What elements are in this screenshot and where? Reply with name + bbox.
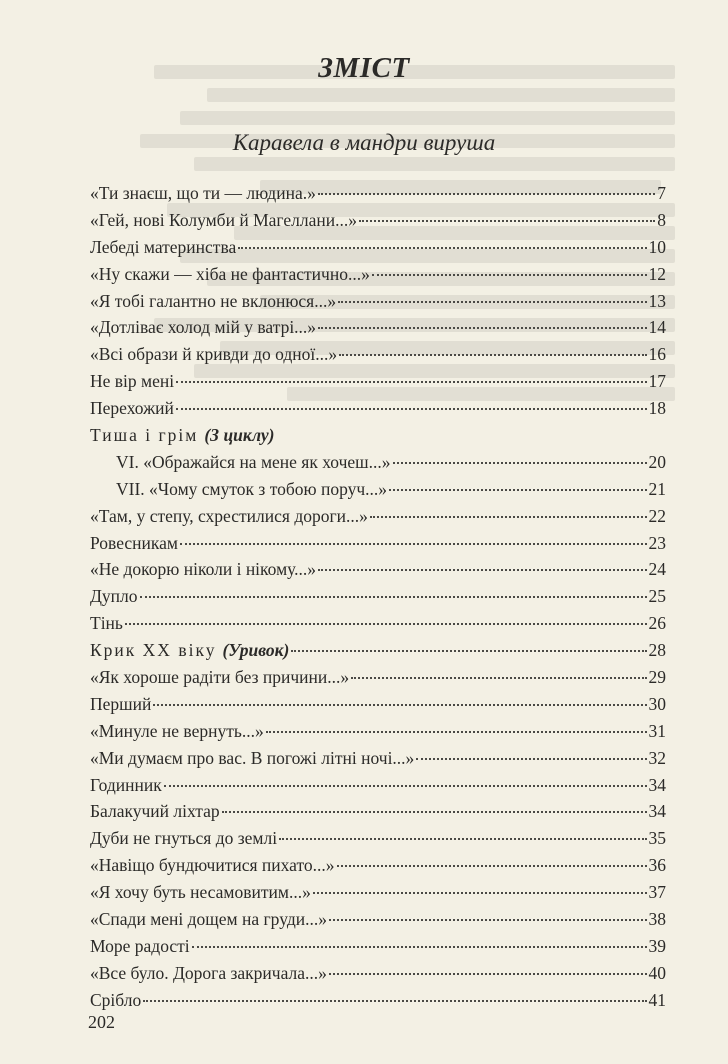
toc-entry-title-text: «Я тобі галантно не вклонюся...» bbox=[90, 290, 337, 311]
toc-entry bbox=[90, 368, 666, 395]
toc-entry-page: 25 bbox=[648, 586, 666, 607]
dot-leader bbox=[351, 677, 646, 679]
toc-entry-page: 16 bbox=[648, 344, 666, 365]
toc-entry-title-text: «Всі образи й кривди до одної...» bbox=[90, 344, 338, 365]
toc-entry-title-text: «Там, у степу, схрестилися дороги...» bbox=[90, 505, 368, 526]
toc-entry-title-text: VI. «Ображайся на мене як хочеш...» bbox=[116, 451, 391, 472]
toc-entry-title-text: Лебеді материнства bbox=[90, 236, 237, 257]
toc-entry-title bbox=[90, 530, 178, 557]
toc-entry-title bbox=[90, 556, 316, 583]
toc-entry bbox=[90, 314, 666, 341]
toc-entry bbox=[90, 476, 666, 503]
toc-entry-title bbox=[90, 288, 336, 315]
toc-entry-title-text: «Ми думаєм про вас. В погожі літні ночі...» bbox=[90, 747, 415, 768]
toc-entry-title-text: Срібло bbox=[90, 989, 142, 1010]
toc-entry-title-text: «Ти знаєш, що ти — людина.» bbox=[90, 183, 316, 203]
toc-entry-title bbox=[90, 798, 220, 825]
toc-entry-page: 18 bbox=[648, 398, 666, 419]
toc-entry-title bbox=[90, 341, 337, 368]
toc-entry-title bbox=[90, 691, 151, 718]
dot-leader bbox=[318, 569, 646, 571]
toc-entry bbox=[90, 449, 666, 476]
toc-entry-page: 7 bbox=[657, 183, 666, 203]
toc-entry-title-text: «Як хороше радіти без причини...» bbox=[90, 667, 350, 688]
toc-entry-page: 34 bbox=[648, 774, 666, 795]
toc-entry bbox=[90, 664, 666, 691]
toc-entry-page: 39 bbox=[648, 935, 666, 956]
dot-leader bbox=[313, 892, 647, 894]
toc-entry-page: 38 bbox=[648, 909, 666, 930]
dot-leader bbox=[339, 354, 646, 356]
toc-entry-title-text: Тиша і грім bbox=[90, 425, 199, 446]
toc-entry-title-text: Балакучий ліхтар bbox=[90, 801, 220, 822]
toc-entry-page: 17 bbox=[648, 371, 666, 392]
toc-entry-title-text: «Все було. Дорога закричала...» bbox=[90, 962, 327, 983]
table-of-contents bbox=[90, 180, 666, 1014]
dot-leader bbox=[393, 462, 647, 464]
toc-entry-title-text: «Я хочу буть несамовитим...» bbox=[90, 882, 311, 903]
toc-entry-title-text: «Гей, нові Колумби й Магеллани...» bbox=[90, 209, 357, 230]
toc-entry bbox=[90, 610, 666, 637]
toc-entry-page: 22 bbox=[648, 505, 666, 526]
dot-leader bbox=[164, 785, 647, 787]
toc-entry-page: 12 bbox=[648, 263, 666, 284]
dot-leader bbox=[125, 623, 647, 625]
toc-entry-title-text: Ровесникам bbox=[90, 532, 178, 553]
toc-entry-note: (З циклу) bbox=[204, 425, 275, 446]
toc-entry-title-text: Тінь bbox=[90, 613, 123, 634]
toc-entry-title bbox=[90, 906, 327, 933]
dot-leader bbox=[153, 704, 646, 706]
toc-entry-title-text: Годинник bbox=[90, 774, 162, 795]
toc-entry bbox=[90, 825, 666, 852]
dot-leader bbox=[318, 193, 655, 195]
toc-entry-title-text: «Ну скажи — хіба не фантастично...» bbox=[90, 263, 370, 284]
toc-entry-page: 21 bbox=[648, 478, 666, 499]
dot-leader bbox=[329, 919, 647, 921]
toc-entry-title-text: VII. «Чому смуток з тобою поруч...» bbox=[116, 478, 388, 499]
toc-entry-page: 32 bbox=[648, 747, 666, 768]
toc-entry bbox=[90, 987, 666, 1014]
toc-entry-title bbox=[116, 449, 391, 476]
page-number: 202 bbox=[88, 1012, 115, 1032]
toc-entry-page: 26 bbox=[648, 613, 666, 634]
dot-leader bbox=[318, 327, 646, 329]
toc-entry bbox=[90, 745, 666, 772]
toc-entry-title-text: Крик XX віку bbox=[90, 640, 217, 661]
toc-entry-title bbox=[90, 234, 236, 261]
page-title: ЗМІСТ bbox=[318, 52, 410, 84]
toc-entry-title bbox=[90, 395, 174, 422]
toc-entry-title bbox=[90, 745, 414, 772]
toc-entry bbox=[90, 261, 666, 288]
toc-entry bbox=[90, 852, 666, 879]
toc-entry-title bbox=[90, 879, 311, 906]
toc-entry bbox=[90, 718, 666, 745]
toc-entry-page: 24 bbox=[648, 559, 666, 580]
toc-entry-title bbox=[90, 583, 138, 610]
dot-leader bbox=[180, 543, 647, 545]
toc-entry-title-text: Перший bbox=[90, 693, 152, 714]
toc-entry-title bbox=[90, 422, 274, 449]
toc-entry-page: 28 bbox=[648, 640, 666, 661]
dot-leader bbox=[192, 946, 647, 948]
toc-entry-title bbox=[90, 503, 368, 530]
dot-leader bbox=[329, 973, 647, 975]
toc-entry bbox=[90, 691, 666, 718]
toc-entry-title bbox=[90, 987, 141, 1014]
dot-leader bbox=[416, 758, 646, 760]
toc-entry-title-text: Дуби не гнуться до землі bbox=[90, 828, 278, 849]
toc-entry bbox=[90, 933, 666, 960]
toc-entry bbox=[90, 583, 666, 610]
toc-entry-title-text: Перехожий bbox=[90, 398, 174, 419]
toc-entry bbox=[90, 556, 666, 583]
toc-entry bbox=[90, 234, 666, 261]
toc-entry-page: 37 bbox=[648, 882, 666, 903]
toc-entry bbox=[90, 207, 666, 234]
toc-entry-title bbox=[90, 207, 357, 234]
toc-entry-page: 29 bbox=[648, 667, 666, 688]
toc-entry-title-text: «Навіщо бундючитися пихато...» bbox=[90, 855, 335, 876]
toc-entry bbox=[90, 341, 666, 368]
toc-entry-page: 13 bbox=[648, 290, 666, 311]
toc-entry-title-text: «Не докорю ніколи і нікому...» bbox=[90, 559, 317, 580]
toc-entry-title-text: Море радості bbox=[90, 935, 190, 956]
toc-entry bbox=[90, 960, 666, 987]
toc-entry-title bbox=[90, 825, 277, 852]
toc-entry bbox=[90, 906, 666, 933]
toc-entry bbox=[90, 772, 666, 799]
dot-leader bbox=[176, 381, 646, 383]
toc-entry-page: 34 bbox=[648, 801, 666, 822]
toc-entry-title-text: Дупло bbox=[90, 586, 138, 607]
dot-leader bbox=[238, 247, 646, 249]
toc-entry-page: 23 bbox=[648, 532, 666, 553]
toc-entry-title bbox=[90, 314, 316, 341]
dot-leader bbox=[279, 838, 646, 840]
section-title: Каравела в мандри вируша bbox=[232, 130, 496, 155]
toc-entry-note: (Уривок) bbox=[222, 640, 290, 661]
toc-entry bbox=[90, 503, 666, 530]
dot-leader bbox=[359, 220, 655, 222]
toc-entry-title bbox=[90, 718, 264, 745]
toc-entry bbox=[90, 530, 666, 557]
dot-leader bbox=[176, 408, 647, 410]
toc-entry-page: 31 bbox=[648, 720, 666, 741]
dot-leader bbox=[291, 650, 646, 652]
toc-entry-title bbox=[90, 610, 123, 637]
toc-entry-page: 40 bbox=[648, 962, 666, 983]
toc-entry-title bbox=[90, 368, 174, 395]
dot-leader bbox=[266, 731, 647, 733]
toc-entry-title bbox=[116, 476, 387, 503]
toc-entry-title bbox=[90, 637, 289, 664]
toc-entry-page: 35 bbox=[648, 828, 666, 849]
toc-entry bbox=[90, 798, 666, 825]
toc-entry-title bbox=[90, 852, 335, 879]
toc-entry-title bbox=[90, 261, 370, 288]
toc-entry bbox=[90, 422, 666, 449]
toc-entry-page: 41 bbox=[648, 989, 666, 1010]
toc-entry bbox=[90, 637, 666, 664]
toc-entry-page: 20 bbox=[648, 451, 666, 472]
dot-leader bbox=[222, 811, 647, 813]
toc-entry-title bbox=[90, 933, 190, 960]
toc-entry-title-text: «Спади мені дощем на груди...» bbox=[90, 909, 327, 930]
dot-leader bbox=[389, 489, 646, 491]
toc-entry-title bbox=[90, 180, 316, 207]
toc-entry bbox=[90, 288, 666, 315]
dot-leader bbox=[140, 596, 647, 598]
toc-entry-page: 30 bbox=[648, 693, 666, 714]
dot-leader bbox=[370, 516, 647, 518]
dot-leader bbox=[338, 301, 646, 303]
toc-entry-page: 14 bbox=[648, 317, 666, 338]
toc-entry-title bbox=[90, 772, 162, 799]
toc-entry-title-text: Не вір мені bbox=[90, 371, 175, 392]
toc-entry-title-text: «Минуле не вернуть...» bbox=[90, 720, 264, 741]
toc-entry-page: 10 bbox=[648, 236, 666, 257]
toc-entry-page: 8 bbox=[657, 209, 666, 230]
dot-leader bbox=[372, 274, 647, 276]
toc-entry-title bbox=[90, 960, 327, 987]
toc-entry bbox=[90, 879, 666, 906]
dot-leader bbox=[143, 1000, 646, 1002]
toc-entry-title bbox=[90, 664, 349, 691]
toc-entry-title-text: «Дотліває холод мій у ватрі...» bbox=[90, 317, 317, 338]
dot-leader bbox=[337, 865, 647, 867]
toc-entry-page: 36 bbox=[648, 855, 666, 876]
toc-entry bbox=[90, 395, 666, 422]
toc-entry bbox=[90, 180, 666, 207]
